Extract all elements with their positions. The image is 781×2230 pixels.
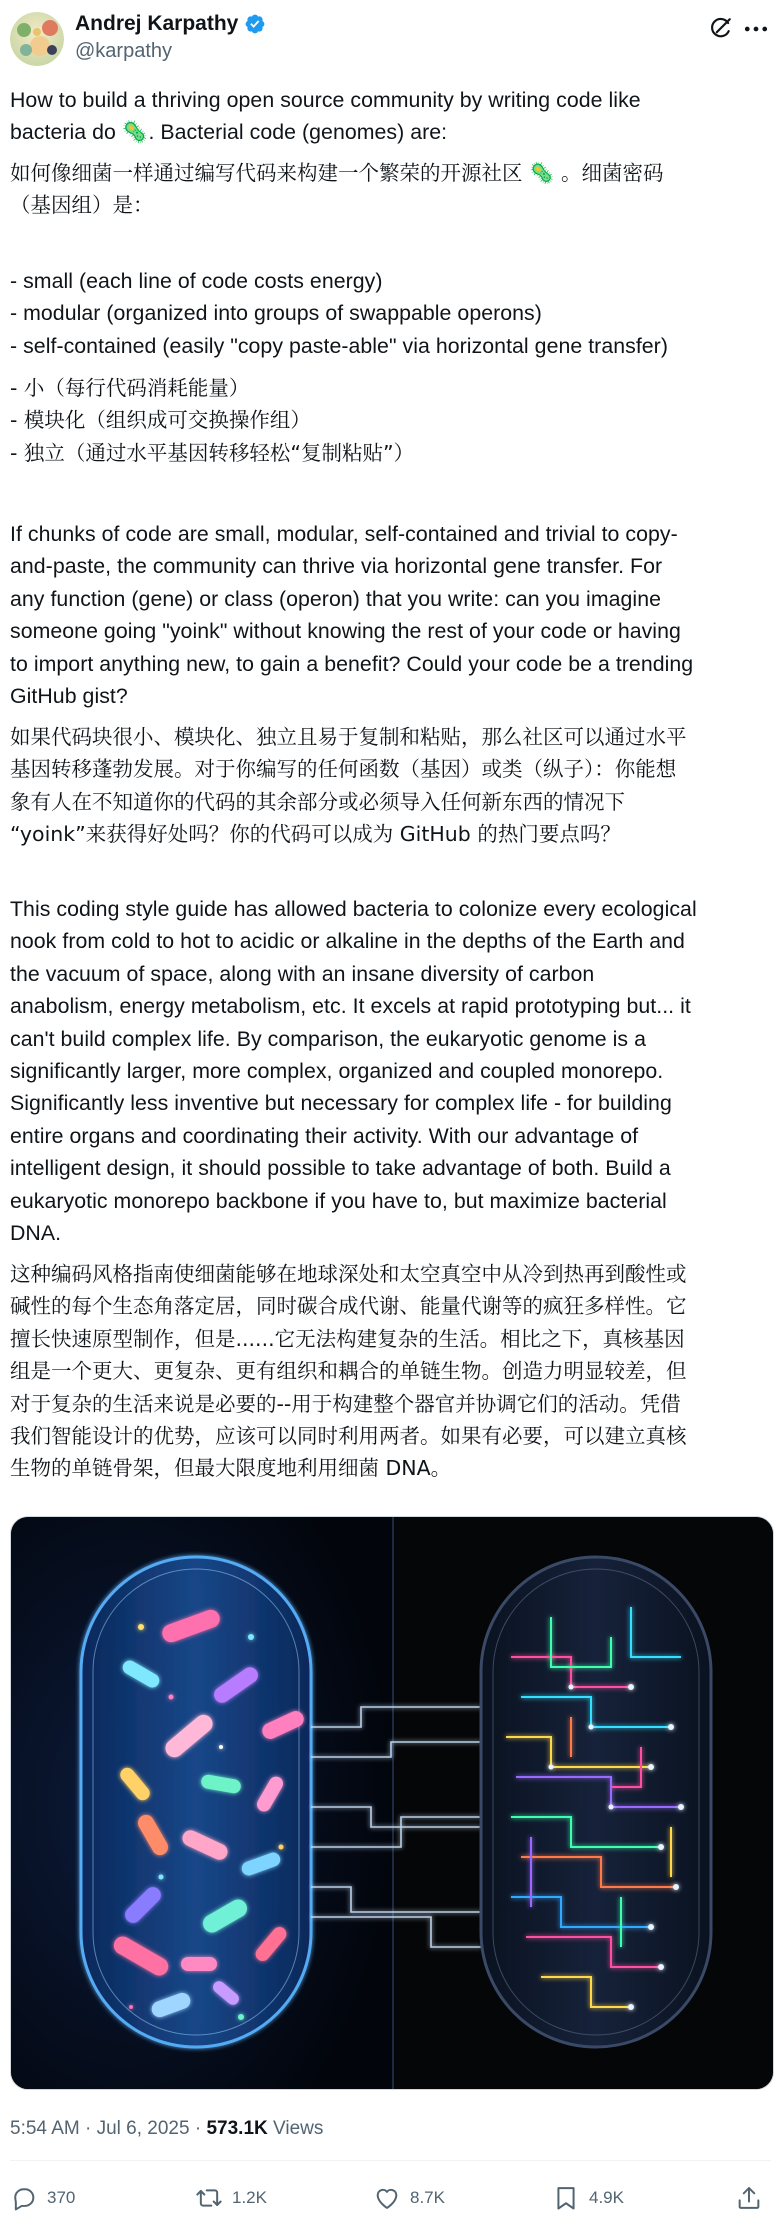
verified-badge-icon <box>244 13 266 35</box>
text-line: someone going "yoink" without knowing the rest of your code or having <box>10 619 681 644</box>
post-header <box>10 10 771 68</box>
text-line: nook from cold to hot to acidic or alkaline in the depths of the Earth and <box>10 929 685 954</box>
repost-icon <box>195 2184 223 2212</box>
post-list-en <box>10 265 771 362</box>
post-meta <box>10 2118 323 2140</box>
text-line: 生物的单链骨架，但最大限度地利用细菌 DNA。 <box>10 1456 452 1481</box>
post-paragraph-2-zh <box>10 721 771 851</box>
text-line: This coding style guide has allowed bacteria to colonize every ecological <box>10 897 697 921</box>
text-line: the vacuum of space, along with an insane diversity of carbon <box>10 961 595 986</box>
repost-button[interactable] <box>195 2178 267 2218</box>
list-item: - small (each line of code costs energy) <box>10 269 383 293</box>
text-line: “yoink”来获得好处吗？你的代码可以成为 GitHub 的热门要点吗？ <box>10 822 621 847</box>
text-line: 如何像细菌一样通过编写代码来构建一个繁荣的开源社区 🦠 。细菌密码 <box>10 161 664 185</box>
text-line: If chunks of code are small, modular, self-contained and trivial to copy- <box>10 522 678 546</box>
post-paragraph-3-en <box>10 893 771 1249</box>
share-icon <box>735 2184 763 2212</box>
share-button[interactable] <box>735 2178 763 2218</box>
text-line: significantly larger, more complex, organized and coupled monorepo. <box>10 1059 664 1084</box>
views-count: 573.1K <box>206 2118 268 2139</box>
like-button[interactable] <box>373 2178 445 2218</box>
text-line: 我们智能设计的优势，应该可以同时利用两者。如果有必要，可以建立真核 <box>10 1424 687 1449</box>
bookmark-icon <box>552 2184 580 2212</box>
text-line: 象有人在不知道你的代码的其余部分或必须导入任何新东西的情况下 <box>10 789 625 814</box>
list-item: - self-contained (easily "copy paste-able" via horizontal gene transfer) <box>10 333 668 358</box>
post-paragraph-1-en <box>10 84 771 149</box>
repost-count: 1.2K <box>232 2188 267 2207</box>
text-line: anabolism, energy metabolism, etc. It excels at rapid prototyping but... it <box>10 994 691 1019</box>
reply-count: 370 <box>47 2188 76 2207</box>
grok-slash-icon[interactable] <box>707 16 733 42</box>
text-line: Significantly less inventive but necessary for complex life - for building <box>10 1091 672 1116</box>
list-item: - modular (organized into groups of swappable operons) <box>10 301 542 326</box>
post-list-zh <box>10 372 771 469</box>
text-line: to import anything new, to gain a benefit? Could your code be a trending <box>10 651 694 676</box>
list-item: - 模块化（组织成可交换操作组） <box>10 408 311 433</box>
text-line: DNA. <box>10 1221 62 1246</box>
text-line: GitHub gist? <box>10 684 128 709</box>
text-line: 对于复杂的生活来说是必要的--用于构建整个器官并协调它们的活动。凭借 <box>10 1391 681 1416</box>
reply-icon <box>10 2184 38 2212</box>
text-line: intelligent design, it should possible to take advantage of both. Build a <box>10 1156 671 1181</box>
avatar[interactable] <box>10 12 64 66</box>
heart-icon <box>373 2184 401 2212</box>
list-item: - 独立（通过水平基因转移轻松“复制粘贴”） <box>10 440 415 465</box>
views-label: Views <box>273 2118 324 2139</box>
text-line: any function (gene) or class (operon) that you write: can you imagine <box>10 586 661 611</box>
text-line: 基因转移蓬勃发展。对于你编写的任何函数（基因）或类（纵子）：你能想 <box>10 757 677 782</box>
list-item: - 小（每行代码消耗能量） <box>10 376 250 400</box>
post-time[interactable]: 5:54 AM <box>10 2118 80 2139</box>
text-line: How to build a thriving open source community by writing code like <box>10 88 641 112</box>
like-count: 8.7K <box>410 2188 445 2207</box>
meta-separator: · <box>85 2118 92 2139</box>
author-name-row <box>75 12 266 36</box>
text-line: 这种编码风格指南使细菌能够在地球深处和太空真空中从冷到热再到酸性或 <box>10 1262 687 1286</box>
post-actions-bar <box>10 2178 771 2218</box>
text-line: （基因组）是： <box>10 193 154 218</box>
author-display-name[interactable]: Andrej Karpathy <box>75 12 239 35</box>
text-line: 碱性的每个生态角落定居，同时碳合成代谢、能量代谢等的疯狂多样性。它 <box>10 1294 687 1319</box>
divider <box>10 2160 771 2161</box>
bacteria-circuit-illustration <box>11 1517 774 2090</box>
text-line: eukaryotic monorepo backbone if you have to, but maximize bacterial <box>10 1188 667 1213</box>
text-line: 组是一个更大、更复杂、更有组织和耦合的单链生物。创造力明显较差，但 <box>10 1359 687 1384</box>
meta-separator: · <box>194 2118 202 2139</box>
post-paragraph-2-en <box>10 518 771 712</box>
text-line: bacteria do 🦠. Bacterial code (genomes) are: <box>10 120 448 145</box>
post-image[interactable] <box>10 1516 774 2090</box>
text-line: 如果代码块很小、模块化、独立且易于复制和粘贴，那么社区可以通过水平 <box>10 725 687 749</box>
reply-button[interactable] <box>10 2178 75 2218</box>
text-line: and-paste, the community can thrive via horizontal gene transfer. For <box>10 554 663 579</box>
text-line: 擅长快速原型制作，但是......它无法构建复杂的生活。相比之下，真核基因 <box>10 1326 685 1351</box>
more-options-icon[interactable] <box>741 14 771 44</box>
text-line: can't build complex life. By comparison, the eukaryotic genome is a <box>10 1026 646 1051</box>
post-paragraph-1-zh <box>10 157 771 222</box>
post-date[interactable]: Jul 6, 2025 <box>96 2118 190 2139</box>
bookmark-button[interactable] <box>552 2178 624 2218</box>
text-line: entire organs and coordinating their activity. With our advantage of <box>10 1123 639 1148</box>
author-handle[interactable]: @karpathy <box>75 40 173 62</box>
post-paragraph-3-zh <box>10 1258 771 1485</box>
bookmark-count: 4.9K <box>589 2188 624 2207</box>
